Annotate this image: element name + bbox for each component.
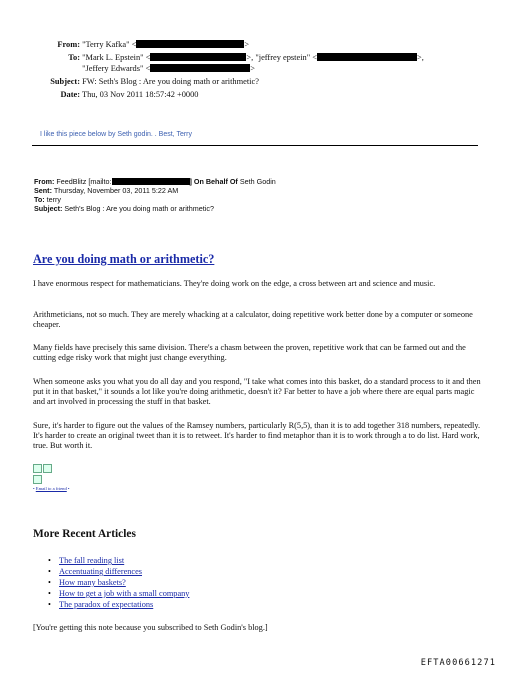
header-to-tail-2: > bbox=[250, 64, 255, 73]
forward-to-label: To: bbox=[34, 195, 45, 204]
redaction-bar bbox=[112, 178, 190, 185]
header-from-value: "Terry Kafka" < bbox=[82, 40, 137, 49]
forward-sent-label: Sent: bbox=[34, 186, 52, 195]
forward-note: I like this piece below by Seth godin. . Best, Terry bbox=[40, 131, 193, 138]
forward-sent-row bbox=[34, 186, 178, 195]
forward-to-value: terry bbox=[46, 195, 62, 204]
bullet-icon: • bbox=[33, 486, 35, 491]
article-paragraph: When someone asks you what you do all day and you respond, "I take what comes into this basket, do a standard process to it and then put it in that basket," it sounds a lot like you're doing arithmetic, doesn't it? Far better to have a job where there are equal parts magic and art involved in processing the stuff in that basket. bbox=[33, 377, 481, 407]
header-subject-value: FW: Seth's Blog : Are you doing math or arithmetic? bbox=[82, 77, 259, 86]
redaction-bar bbox=[150, 53, 246, 61]
list-item bbox=[48, 599, 189, 610]
header-to-tail: >, bbox=[416, 53, 424, 62]
header-from-tail: > bbox=[244, 40, 250, 49]
article-paragraph: I have enormous respect for mathematicians. They're doing work on the edge, a cross between art and science and music. bbox=[33, 279, 436, 288]
header-to-value-2: "Jeffery Edwards" < bbox=[82, 64, 151, 73]
header-from-label: From: bbox=[57, 40, 80, 49]
header-subject-row bbox=[32, 77, 259, 87]
bullet-icon: • bbox=[67, 486, 70, 491]
list-item bbox=[48, 588, 189, 599]
bates-number: EFTA00661271 bbox=[420, 658, 496, 668]
forward-from-row bbox=[34, 177, 276, 186]
list-item bbox=[48, 566, 189, 577]
forward-behalf-label: ] On Behalf Of bbox=[189, 177, 238, 186]
header-date-value: Thu, 03 Nov 2011 18:57:42 +0000 bbox=[81, 90, 199, 99]
recent-article-link[interactable]: How many baskets? bbox=[59, 578, 126, 587]
redaction-bar bbox=[317, 53, 417, 61]
forward-from-name: Seth Godin bbox=[239, 177, 276, 186]
header-to-label: To: bbox=[68, 53, 80, 62]
header-subject-label: Subject: bbox=[50, 77, 80, 86]
recent-articles-list bbox=[48, 555, 189, 610]
article-paragraph: Many fields have precisely this same division. There's a chasm between the proven, repetitive work that can be farmed out and the cutting edge risky work that might just change everything. bbox=[33, 343, 466, 363]
recent-article-link[interactable]: How to get a job with a small company bbox=[59, 589, 190, 598]
redaction-bar bbox=[150, 64, 250, 72]
list-item bbox=[48, 555, 189, 566]
broken-image-icon bbox=[33, 464, 42, 473]
header-to-row bbox=[32, 53, 424, 63]
article-paragraph: Sure, it's harder to figure out the values of the Ramsey numbers, particularly R(5,5), than it is to add together 318 numbers, repeatedly. It's harder to create an original tweet than it is to retweet. It's harder to find metaphor than it is to work through a to do list. Hard work, true. But worth it. bbox=[33, 421, 481, 451]
divider-line bbox=[32, 145, 478, 146]
forward-to-row bbox=[34, 195, 61, 204]
email-friend-row bbox=[33, 486, 70, 491]
recent-article-link[interactable]: The paradox of expectations bbox=[59, 600, 154, 609]
header-to-value: "Mark L. Epstein" < bbox=[82, 53, 151, 62]
header-to-mid: >, "jeffrey epstein" < bbox=[246, 53, 317, 62]
forward-subject-value: Seth's Blog : Are you doing math or arithmetic? bbox=[64, 204, 214, 213]
header-date-label: Date: bbox=[60, 90, 80, 99]
recent-article-link[interactable]: Accentuating differences bbox=[59, 567, 143, 576]
forward-sent-value: Thursday, November 03, 2011 5:22 AM bbox=[53, 186, 179, 195]
more-recent-title: More Recent Articles bbox=[33, 528, 136, 540]
header-to-row-2 bbox=[32, 64, 255, 74]
article-title-link[interactable]: Are you doing math or arithmetic? bbox=[33, 252, 215, 266]
header-date-row bbox=[32, 90, 199, 100]
broken-image-icon bbox=[43, 464, 52, 473]
email-friend-link[interactable]: Email to a friend bbox=[35, 486, 67, 491]
forward-from-value: FeedBlitz [mailto: bbox=[56, 177, 112, 186]
redaction-bar bbox=[136, 40, 244, 48]
header-from-row bbox=[32, 40, 249, 50]
subscription-note: [You're getting this note because you subscribed to Seth Godin's blog.] bbox=[33, 623, 268, 632]
broken-image-icon bbox=[33, 475, 42, 484]
article-paragraph: Arithmeticians, not so much. They are merely whacking at a calculator, doing repetitive work better done by a computer or someone cheaper. bbox=[33, 310, 473, 330]
list-item bbox=[48, 577, 189, 588]
forward-from-label: From: bbox=[34, 177, 55, 186]
forward-subject-row bbox=[34, 204, 214, 213]
forward-subject-label: Subject: bbox=[34, 204, 63, 213]
recent-article-link[interactable]: The fall reading list bbox=[59, 556, 125, 565]
